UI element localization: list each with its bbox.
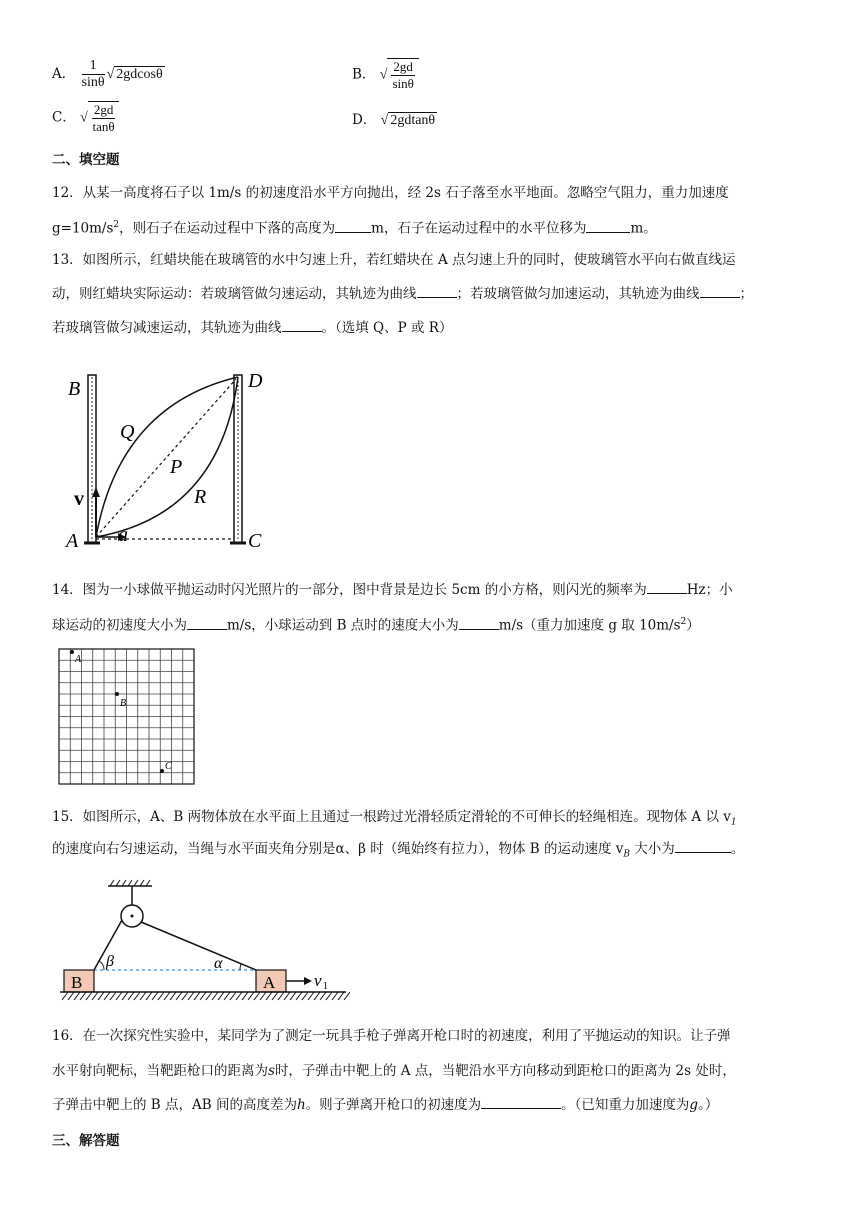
hatch-line bbox=[68, 992, 74, 1000]
q14-line1: 14．图为一小球做平抛运动时闪光照片的一部分，图中背景是边长 5cm 的小方格，则闪光的频率为 Hz；小 bbox=[52, 582, 733, 598]
label-r: R bbox=[194, 486, 207, 508]
hatch-line bbox=[284, 992, 290, 1000]
hatch-line bbox=[62, 992, 68, 1000]
hatch-line bbox=[332, 992, 338, 1000]
q12-line1: 12．从某一高度将石子以 1m/s 的初速度沿水平方向抛出，经 2s 石子落至水平地面。忽略空气阻力，重力加速度 bbox=[52, 185, 729, 201]
q15-line2: 的速度向右匀速运动，当绳与水平面夹角分别是α、β 时（绳始终有拉力），物体 B 的运动速度 $v_B$ 大小为 。 bbox=[52, 841, 745, 860]
q13-line3: 若玻璃管做匀减速运动，其轨迹为曲线 。（选填 Q、P 或 R） bbox=[52, 320, 453, 336]
label-alpha: α bbox=[214, 955, 223, 972]
label-c: C bbox=[165, 761, 172, 772]
hatch-line bbox=[74, 992, 80, 1000]
label-accel: a bbox=[118, 524, 128, 546]
hatch-line bbox=[134, 992, 140, 1000]
hatch-line bbox=[200, 992, 206, 1000]
hatch-line bbox=[80, 992, 86, 1000]
q13-line2: 动，则红蜡块实际运动：若玻璃管做匀速运动，其轨迹为曲线 ；若玻璃管做匀加速运动，其轨迹为曲线 ； bbox=[52, 286, 753, 302]
hatch-line bbox=[128, 992, 134, 1000]
hatch-line bbox=[104, 992, 110, 1000]
hatch-line bbox=[230, 992, 236, 1000]
hatch-line bbox=[212, 992, 218, 1000]
option-b: B． √ $\frac{2gd}{\sin\theta}$ bbox=[352, 58, 419, 92]
hatch-line bbox=[92, 992, 98, 1000]
hatch-line bbox=[164, 992, 170, 1000]
label-a: A bbox=[75, 654, 82, 665]
hatch-line bbox=[146, 992, 152, 1000]
label-d: D bbox=[248, 370, 263, 392]
point-b bbox=[115, 692, 119, 696]
hatch-line bbox=[254, 992, 260, 1000]
sqrt: √ $\frac{2gd}{\tan\theta}$ bbox=[80, 101, 119, 135]
label-a-point: A bbox=[66, 530, 79, 552]
hatch-line bbox=[314, 992, 320, 1000]
rope-a bbox=[141, 922, 256, 970]
sqrt: √ 2gdtanθ bbox=[380, 113, 436, 128]
hatch-line bbox=[338, 992, 344, 1000]
grid bbox=[59, 649, 194, 784]
label-q: Q bbox=[120, 421, 135, 443]
q13-line1: 13．如图所示，红蜡块能在玻璃管的水中匀速上升，若红蜡块在 A 点匀速上升的同时，使玻璃管水平向右做直线运 bbox=[52, 252, 736, 268]
label-v1: v bbox=[314, 971, 322, 990]
section-heading: 二、填空题 bbox=[52, 152, 120, 168]
hatch-line bbox=[260, 992, 266, 1000]
hatch-line bbox=[152, 992, 158, 1000]
label-v1-sub: 1 bbox=[323, 981, 328, 992]
hatch-line bbox=[290, 992, 296, 1000]
label-p: P bbox=[170, 456, 183, 478]
hatch-line bbox=[242, 992, 248, 1000]
hatch-line bbox=[86, 992, 92, 1000]
hatch-line bbox=[122, 992, 128, 1000]
hatch-line bbox=[320, 992, 326, 1000]
hatch-line bbox=[296, 992, 302, 1000]
q14-grid-figure bbox=[58, 648, 198, 788]
hatch-line bbox=[326, 992, 332, 1000]
q15-line1: 15．如图所示，A、B 两物体放在水平面上且通过一根跨过光滑轻质定滑轮的不可伸长的轻绳相连。现物体 A 以 $v_1$ bbox=[52, 809, 737, 828]
hatch-line bbox=[110, 992, 116, 1000]
hatch-line bbox=[248, 992, 254, 1000]
hatch-line bbox=[224, 992, 230, 1000]
hatch-line bbox=[308, 992, 314, 1000]
hatch-line bbox=[272, 992, 278, 1000]
hatch-line bbox=[218, 992, 224, 1000]
hatch-line bbox=[140, 992, 146, 1000]
q16-line1: 16．在一次探究性实验中，某同学为了测定一玩具手枪子弹离开枪口时的初速度，利用了平抛运动的知识。让子弹 bbox=[52, 1028, 731, 1044]
hatch-line bbox=[188, 992, 194, 1000]
label-b: B bbox=[120, 698, 127, 709]
ground-hatch bbox=[62, 992, 350, 1000]
hatch-line bbox=[170, 992, 176, 1000]
hatch-line bbox=[302, 992, 308, 1000]
label-b: B bbox=[71, 973, 83, 992]
q13-figure bbox=[60, 365, 280, 555]
option-c: C． √ $\frac{2gd}{\tan\theta}$ bbox=[52, 101, 119, 135]
q14-line2: 球运动的初速度大小为 m/s，小球运动到 B 点时的速度大小为 m/s（重力加速度 g 取 $10m/s^2$） bbox=[52, 617, 700, 634]
hatch-line bbox=[176, 992, 182, 1000]
label-beta: β bbox=[106, 953, 114, 970]
option-a: A． $\frac{1}{\sin\theta}$ √ 2gdcosθ bbox=[52, 58, 163, 90]
hatch-line bbox=[194, 992, 200, 1000]
option-d: D． √ 2gdtanθ bbox=[352, 112, 436, 128]
hatch-line bbox=[236, 992, 242, 1000]
hatch-line bbox=[182, 992, 188, 1000]
point-a bbox=[70, 650, 74, 654]
sqrt: √ $\frac{2gd}{\sin\theta}$ bbox=[380, 58, 419, 92]
label-v: v bbox=[74, 488, 84, 510]
hatch-line bbox=[278, 992, 284, 1000]
fraction: $\frac{1}{\sin\theta}$ bbox=[81, 58, 105, 90]
q12-line2: $g=10m/s^2$，则石子在运动过程中下落的高度为 m，石子在运动过程中的水平位移为 m。 bbox=[52, 220, 657, 237]
sqrt: √ 2gdcosθ bbox=[106, 67, 163, 82]
hatch-line bbox=[344, 992, 350, 1000]
section-heading: 三、解答题 bbox=[52, 1133, 120, 1149]
point-c bbox=[160, 769, 164, 773]
label-c: C bbox=[248, 530, 262, 552]
hatch-line bbox=[266, 992, 272, 1000]
q16-line2: 水平射向靶标，当靶距枪口的距离为s时，子弹击中靶上的 A 点，当靶沿水平方向移动到距枪口的距离为 2s 处时， bbox=[52, 1063, 736, 1079]
label-b: B bbox=[68, 378, 81, 400]
q16-line3: 子弹击中靶上的 B 点，AB 间的高度差为h。则子弹离开枪口的初速度为 。（已知重力加速度为g。） bbox=[52, 1097, 719, 1113]
hatch-line bbox=[206, 992, 212, 1000]
label-a: A bbox=[263, 973, 276, 992]
q15-figure bbox=[60, 876, 350, 1006]
hatch-line bbox=[116, 992, 122, 1000]
hatch-line bbox=[98, 992, 104, 1000]
hatch-line bbox=[158, 992, 164, 1000]
